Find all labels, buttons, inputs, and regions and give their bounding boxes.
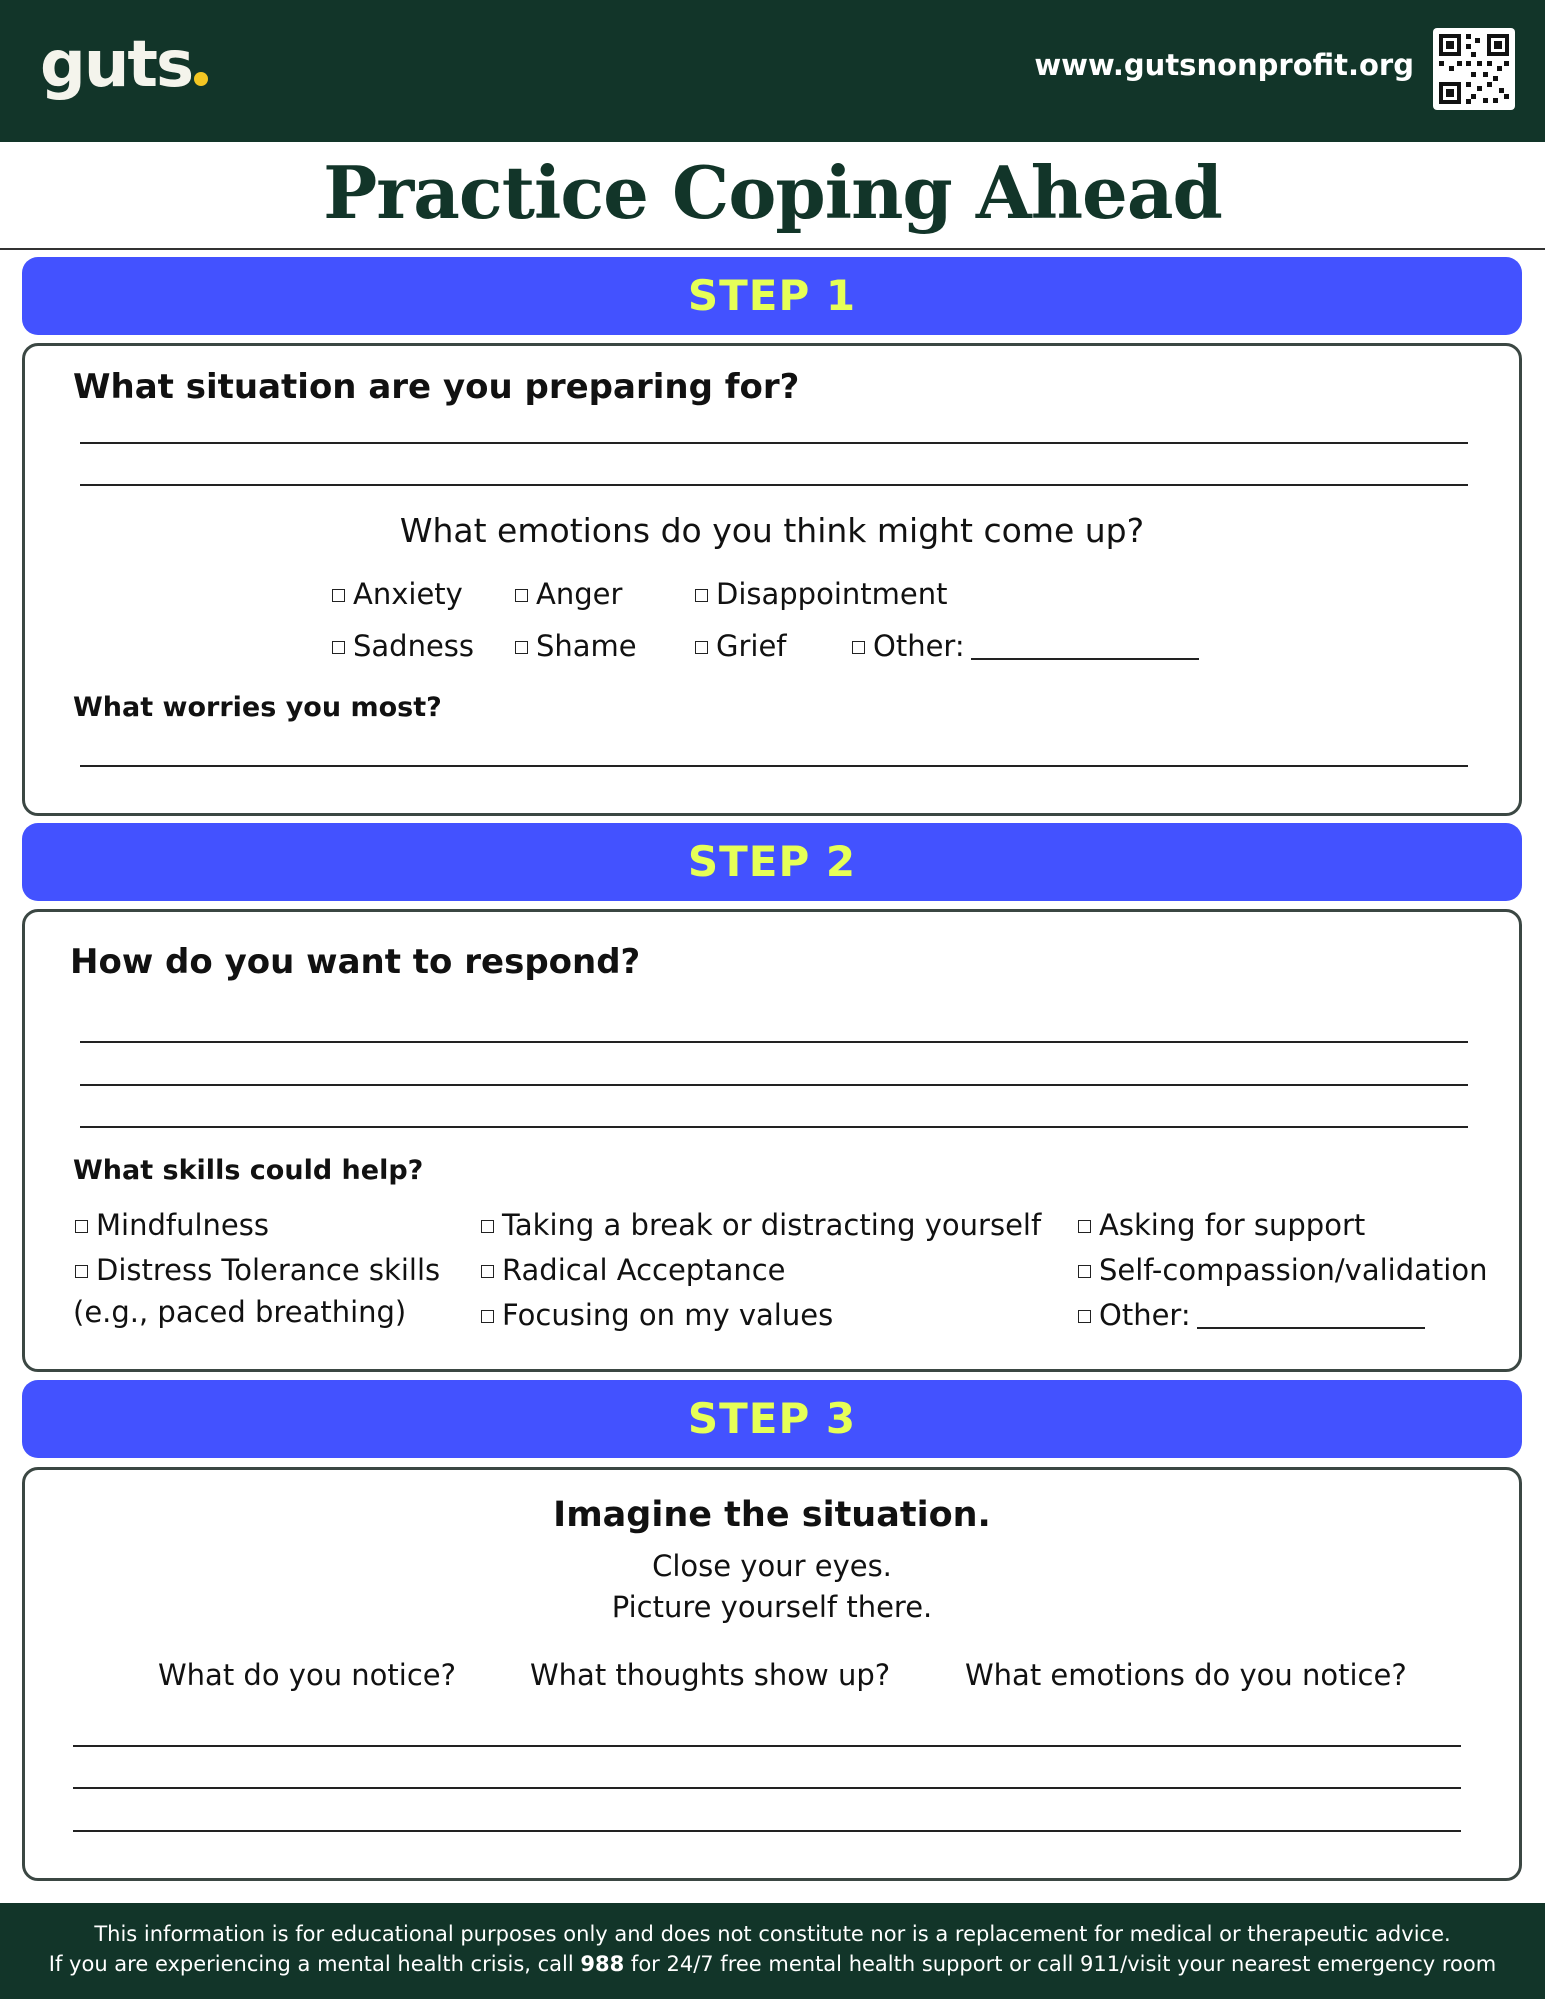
prompt-emotions: What emotions do you notice?: [965, 1658, 1407, 1692]
checkbox-distress-tolerance[interactable]: Distress Tolerance skills: [75, 1253, 440, 1287]
checkbox-icon: [75, 1220, 88, 1233]
qr-code-icon[interactable]: [1433, 28, 1515, 110]
step3-instruction-1: Close your eyes.: [652, 1549, 892, 1583]
checkbox-anger[interactable]: Anger: [515, 577, 622, 611]
answer-line[interactable]: [80, 1041, 1468, 1043]
other-blank-line[interactable]: [971, 658, 1199, 660]
checkbox-icon: [695, 641, 708, 654]
checkbox-asking-support[interactable]: Asking for support: [1078, 1208, 1365, 1242]
checkbox-taking-break[interactable]: Taking a break or distracting yourself: [481, 1208, 1041, 1242]
step1-bar: STEP 1: [22, 257, 1522, 335]
checkbox-icon: [515, 589, 528, 602]
answer-line[interactable]: [80, 484, 1468, 486]
step1-panel: [22, 343, 1522, 816]
checkbox-other-skill[interactable]: Other:: [1078, 1298, 1425, 1332]
checkbox-mindfulness[interactable]: Mindfulness: [75, 1208, 269, 1242]
checkbox-icon: [75, 1265, 88, 1278]
checkbox-icon: [695, 589, 708, 602]
checkbox-icon: [481, 1220, 494, 1233]
checkbox-self-compassion[interactable]: Self-compassion/validation: [1078, 1253, 1487, 1287]
page-title: Practice Coping Ahead: [323, 150, 1222, 235]
answer-line[interactable]: [73, 1787, 1461, 1789]
step3-instruction-2: Picture yourself there.: [611, 1590, 933, 1624]
checkbox-anxiety[interactable]: Anxiety: [332, 577, 463, 611]
step2-heading: How do you want to respond?: [70, 942, 641, 982]
checkbox-icon: [852, 641, 865, 654]
emotions-question: What emotions do you think might come up?: [399, 511, 1145, 550]
checkbox-icon: [481, 1265, 494, 1278]
prompt-thoughts: What thoughts show up?: [530, 1658, 891, 1692]
step2-panel: [22, 909, 1522, 1372]
checkbox-icon: [332, 641, 345, 654]
answer-line[interactable]: [80, 765, 1468, 767]
footer-line-1: This information is for educational purposes only and does not constitute nor is a replacement for medical or therapeutic advice.: [94, 1922, 1451, 1946]
crisis-number[interactable]: 988: [580, 1952, 625, 1976]
answer-line[interactable]: [73, 1745, 1461, 1747]
checkbox-radical-acceptance[interactable]: Radical Acceptance: [481, 1253, 786, 1287]
answer-line[interactable]: [80, 1126, 1468, 1128]
answer-line[interactable]: [80, 442, 1468, 444]
checkbox-shame[interactable]: Shame: [515, 629, 637, 663]
checkbox-icon: [1078, 1265, 1091, 1278]
distress-example: (e.g., paced breathing): [73, 1295, 407, 1329]
checkbox-values[interactable]: Focusing on my values: [481, 1298, 833, 1332]
skills-question: What skills could help?: [73, 1155, 424, 1186]
checkbox-other-emotion[interactable]: Other:: [852, 629, 1199, 663]
website-link[interactable]: www.gutsnonprofit.org: [1034, 48, 1414, 82]
footer-line-2: If you are experiencing a mental health crisis, call 988 for 24/7 free mental health support or call 911/visit your nearest emergency room: [48, 1952, 1497, 1976]
step3-panel: [22, 1467, 1522, 1881]
step3-heading: Imagine the situation.: [553, 1495, 991, 1535]
checkbox-icon: [1078, 1220, 1091, 1233]
checkbox-disappointment[interactable]: Disappointment: [695, 577, 947, 611]
answer-line[interactable]: [73, 1830, 1461, 1832]
step3-bar: STEP 3: [22, 1380, 1522, 1458]
step2-bar: STEP 2: [22, 823, 1522, 901]
answer-line[interactable]: [80, 1084, 1468, 1086]
guts-logo[interactable]: guts: [40, 28, 208, 102]
worries-question: What worries you most?: [73, 692, 442, 723]
checkbox-sadness[interactable]: Sadness: [332, 629, 474, 663]
prompt-notice: What do you notice?: [158, 1658, 457, 1692]
checkbox-grief[interactable]: Grief: [695, 629, 787, 663]
checkbox-icon: [515, 641, 528, 654]
step1-heading: What situation are you preparing for?: [73, 367, 800, 407]
checkbox-icon: [1078, 1310, 1091, 1323]
title-divider: [0, 248, 1545, 250]
checkbox-icon: [481, 1310, 494, 1323]
other-blank-line[interactable]: [1197, 1327, 1425, 1329]
footer-disclaimer: [0, 1903, 1545, 1999]
checkbox-icon: [332, 589, 345, 602]
header-bar: [0, 0, 1545, 142]
logo-dot: [194, 72, 208, 86]
